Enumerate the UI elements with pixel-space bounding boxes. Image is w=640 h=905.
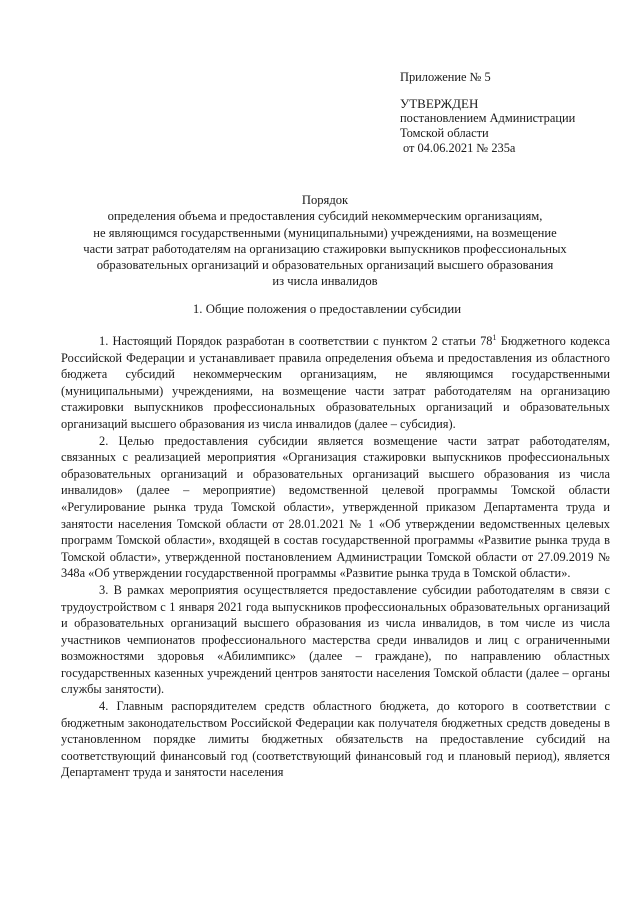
approved-stamp: УТВЕРЖДЕН bbox=[400, 96, 479, 111]
paragraph-4: 4. Главным распорядителем средств областного бюджета, до которого в соответствии с бюджетным законодательством Российской Федерации как получателя бюджетных средств доведены в установленном порядке лимиты бюджетных обязательств на предоставление субсидий на соответствующий финансовый год (соответствующий финансовый год и плановый период), является Департамент труда и занятости населения bbox=[61, 699, 610, 780]
paragraph-1 bbox=[61, 333, 610, 433]
title-line: определения объема и предоставления субсидий некоммерческим организациям, bbox=[107, 209, 543, 224]
paragraph-2: 2. Целью предоставления субсидии является возмещение части затрат работодателям, связанных с реализацией мероприятия «Организация стажировки выпускников профессиональных образовательных организаций и образовательных организаций высшего образования из числа инвалидов» (далее – мероприятие) ведомственной целевой программы Томской области «Регулирование рынка труда Томской области», утвержденной приказом Департамента труда и занятости населения Томской области от 28.01.2021 № 1 «Об утверждении ведомственных целевых программ Томской области», входящей в состав государственной программы «Развитие рынка труда в Томской области», утвержденной постановлением Администрации Томской области от 27.09.2019 № 348а «Об утверждении государственной программы «Развитие рынка труда в Томской области». bbox=[61, 433, 610, 581]
section-heading: 1. Общие положения о предоставлении субсидии bbox=[192, 302, 462, 316]
title-line: образовательных организаций и образовательных организаций высшего образования bbox=[96, 258, 554, 273]
title-line: из числа инвалидов bbox=[272, 274, 378, 289]
paragraph-1-start: 1. Настоящий Порядок разработан в соответствии с пунктом 2 статьи 78 bbox=[99, 334, 493, 348]
title-heading: Порядок bbox=[301, 193, 349, 207]
paragraph-1-rest: Бюджетного кодекса Российской Федерации и устанавливает правила определения объема и предоставления из областного бюджета субсидий некоммерческим организациям, не являющимся государственными (муниципальными) учреждениями, на возмещение части затрат работодателям на организацию стажировки выпускников профессиональных образовательных организаций и образовательных организаций высшего образования из числа инвалидов (далее – субсидия). bbox=[61, 334, 610, 431]
title-line: части затрат работодателям на организацию стажировки выпускников профессиональных bbox=[83, 241, 567, 256]
approval-block bbox=[400, 70, 575, 156]
approval-authority: постановлением Администрации bbox=[400, 111, 576, 125]
appendix-label: Приложение № 5 bbox=[400, 70, 491, 84]
document-body bbox=[61, 333, 610, 781]
title-line: не являющимся государственными (муниципальными) учреждениями, на возмещение bbox=[93, 225, 557, 240]
paragraph-3: 3. В рамках мероприятия осуществляется предоставление субсидии работодателям в связи с трудоустройством с 1 января 2021 года выпускников профессиональных образовательных организаций и образовательных организаций высшего образования из числа инвалидов, в том числе из числа участников чемпионатов профессионального мастерства среди инвалидов и лиц с ограниченными возможностями здоровья «Абилимпикс» (далее – граждане), по направлению областных государственных казенных учреждений центров занятости населения Томской области (далее – органы службы занятости). bbox=[61, 582, 610, 697]
approval-date: от 04.06.2021 № 235а bbox=[403, 141, 516, 155]
document-title bbox=[70, 192, 580, 290]
footnote-marker: 1 bbox=[492, 332, 497, 342]
approval-region: Томской области bbox=[400, 126, 489, 140]
